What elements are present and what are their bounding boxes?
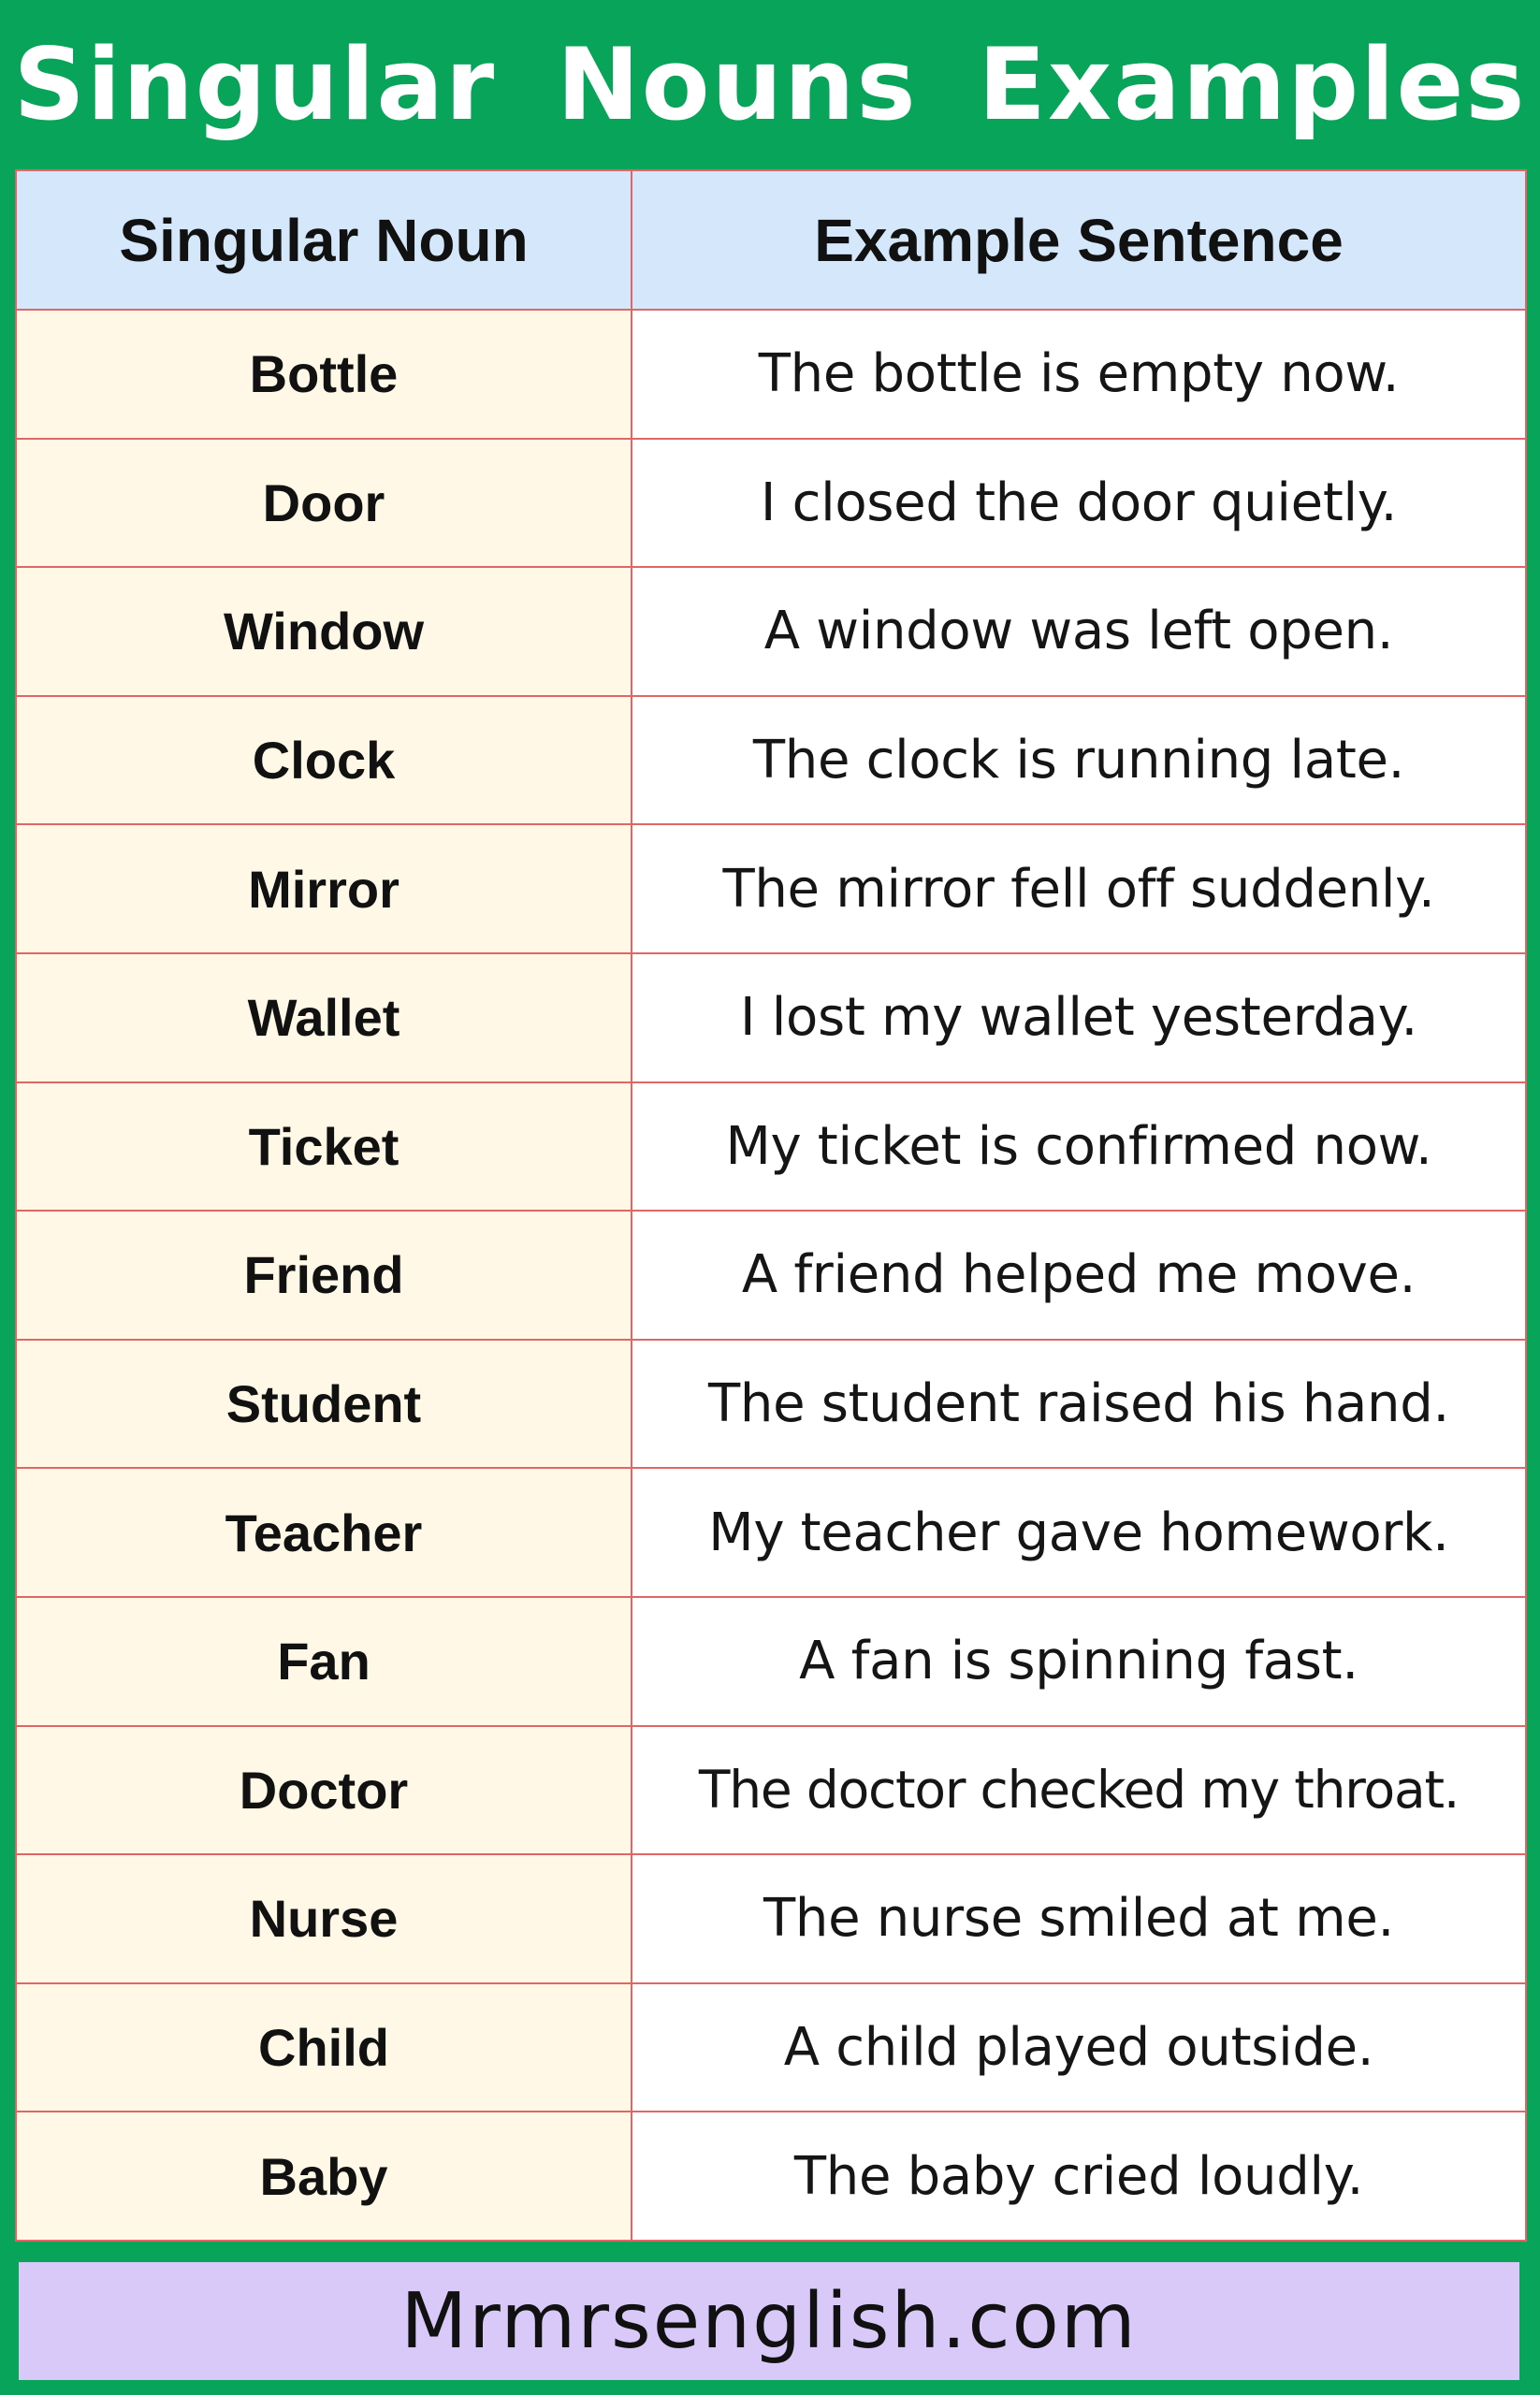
sentence-cell: The bottle is empty now.	[632, 310, 1526, 439]
noun-cell: Doctor	[16, 1726, 632, 1855]
nouns-table-container	[15, 169, 1525, 2242]
noun-cell: Teacher	[16, 1468, 632, 1597]
noun-cell: Fan	[16, 1597, 632, 1726]
column-header-singular-noun: Singular Noun	[16, 170, 632, 310]
noun-cell: Ticket	[16, 1082, 632, 1212]
table-row	[16, 439, 1526, 568]
sentence-cell: A child played outside.	[632, 1983, 1526, 2112]
column-header-example-sentence: Example Sentence	[632, 170, 1526, 310]
sentence-cell: A friend helped me move.	[632, 1211, 1526, 1340]
sentence-cell: My teacher gave homework.	[632, 1468, 1526, 1597]
table-row	[16, 567, 1526, 696]
table-row	[16, 1468, 1526, 1597]
table-row	[16, 1082, 1526, 1212]
table-row	[16, 696, 1526, 825]
sentence-cell: The student raised his hand.	[632, 1340, 1526, 1469]
sentence-cell: The baby cried loudly.	[632, 2112, 1526, 2241]
page-title: Singular Nouns Examples	[13, 26, 1527, 142]
sentence-cell: My ticket is confirmed now.	[632, 1082, 1526, 1212]
sentence-cell: I closed the door quietly.	[632, 439, 1526, 568]
noun-cell: Child	[16, 1983, 632, 2112]
table-row	[16, 1597, 1526, 1726]
noun-cell: Door	[16, 439, 632, 568]
sentence-cell: A window was left open.	[632, 567, 1526, 696]
noun-cell: Student	[16, 1340, 632, 1469]
sentence-cell: The clock is running late.	[632, 696, 1526, 825]
table-row	[16, 1211, 1526, 1340]
noun-cell: Clock	[16, 696, 632, 825]
sentence-cell: The doctor checked my throat.	[632, 1726, 1526, 1855]
footer-website: Mrmrsenglish.com	[19, 2262, 1519, 2380]
table-row	[16, 1854, 1526, 1983]
noun-cell: Wallet	[16, 953, 632, 1082]
table-row	[16, 1983, 1526, 2112]
table-row	[16, 1726, 1526, 1855]
sentence-cell: The mirror fell off suddenly.	[632, 824, 1526, 953]
table-row	[16, 824, 1526, 953]
noun-cell: Bottle	[16, 310, 632, 439]
noun-cell: Mirror	[16, 824, 632, 953]
table-header-row	[16, 170, 1526, 310]
table-row	[16, 2112, 1526, 2241]
table-row	[16, 310, 1526, 439]
noun-cell: Window	[16, 567, 632, 696]
noun-cell: Baby	[16, 2112, 632, 2241]
noun-cell: Friend	[16, 1211, 632, 1340]
noun-cell: Nurse	[16, 1854, 632, 1983]
sentence-cell: A fan is spinning fast.	[632, 1597, 1526, 1726]
sentence-cell: I lost my wallet yesterday.	[632, 953, 1526, 1082]
table-row	[16, 1340, 1526, 1469]
table-row	[16, 953, 1526, 1082]
nouns-table	[15, 169, 1527, 2242]
sentence-cell: The nurse smiled at me.	[632, 1854, 1526, 1983]
